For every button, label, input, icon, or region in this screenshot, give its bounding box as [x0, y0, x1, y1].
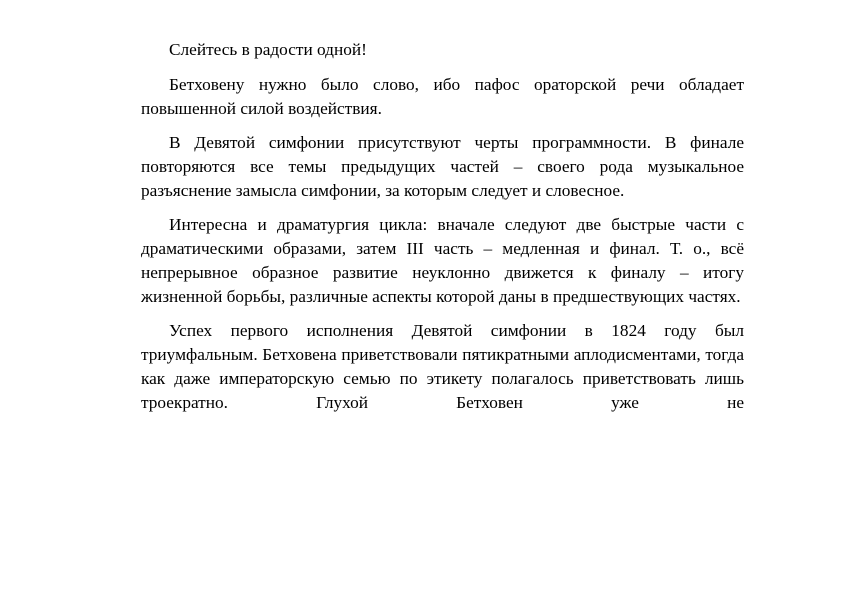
paragraph-premiere: Успех первого исполнения Девятой симфонии в 1824 году был триумфальным. Бетховена приветствовали пятикратными аплодисментами, тогда как даже императорскую семью по этикету полагалось приветствовать лишь троекратно. Глухой Бетховен уже не: [141, 321, 744, 412]
paragraph-word-need: Бетховену нужно было слово, ибо пафос ораторской речи обладает повышенной силой воздействия.: [141, 75, 744, 118]
document-page: [141, 38, 744, 425]
paragraph-programmatic: В Девятой симфонии присутствуют черты программности. В финале повторяются все темы предыдущих частей – своего рода музыкальное разъяснение замысла симфонии, за которым следует и словесное.: [141, 133, 744, 200]
paragraph-dramaturgy: Интересна и драматургия цикла: вначале следуют две быстрые части с драматическими образами, затем III часть – медленная и финал. Т. о., всё непрерывное образное развитие неуклонно движется к финалу – итогу жизненной борьбы, различные аспекты которой даны в предшествующих частях.: [141, 215, 744, 306]
paragraph-poem-line: Слейтесь в радости одной!: [169, 40, 367, 59]
